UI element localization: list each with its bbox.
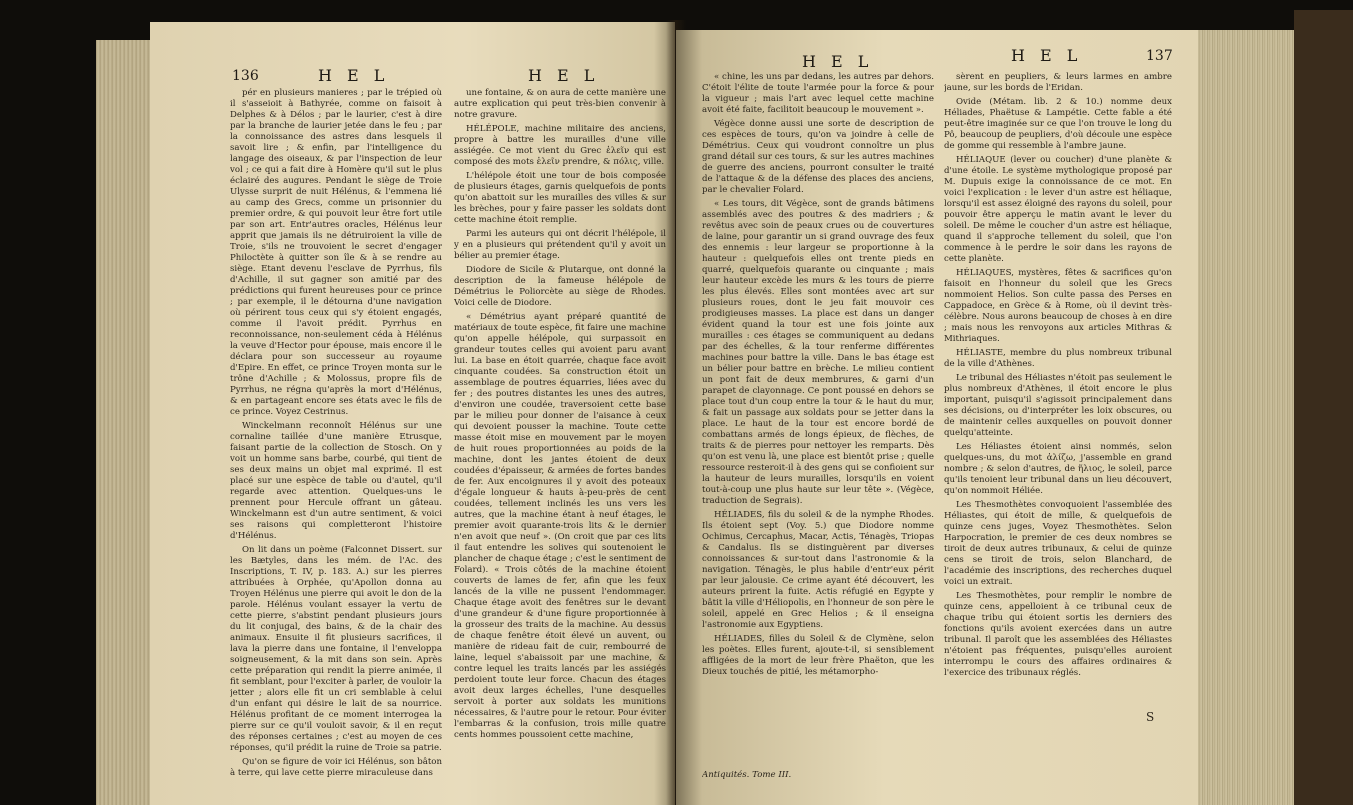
text-column-left-2	[454, 88, 666, 800]
page-number-right: 137	[1146, 48, 1173, 64]
paragraph: Végèce donne aussi une sorte de description de ces espèces de tours, qu'on va joindre à celle de Démétrius. Ceux qui voudront connoître un plus grand détail sur ces tours, & sur les autres machines de guerre des anciens, pourront consulter le traité de l'attaque & de la défense des places des anciens, par le chevalier Folard.	[702, 119, 934, 195]
text-column-left-1	[230, 88, 442, 800]
paragraph: HÉLÉPOLE, machine militaire des anciens, propre à battre les murailles d'une ville assiégée. Ce mot vient du Grec ἑλεῖν qui est composé des mots ἑλεῖν prendre, & πόλις, ville.	[454, 124, 666, 167]
paragraph: sèrent en peupliers, & leurs larmes en ambre jaune, sur les bords de l'Eridan.	[944, 72, 1172, 93]
paragraph: Le tribunal des Héliastes n'étoit pas seulement le plus nombreux d'Athènes, il étoit encore le plus important, puisqu'il s'agissoit principalement dans ses décisions, ou d'interpréter les loix obscures, ou de maintenir celles auxquelles on pouvoit donner quelqu'atteinte.	[944, 373, 1172, 438]
right-page	[676, 30, 1198, 805]
left-page-edges	[96, 40, 150, 805]
text-column-right-1	[702, 72, 934, 752]
paragraph: Qu'on se figure de voir ici Hélénus, son bâton à terre, qui lave cette pierre miraculeuse dans	[230, 757, 442, 778]
running-head: H E L	[318, 66, 390, 85]
paragraph: Diodore de Sicile & Plutarque, ont donné la description de la fameuse hélépole de Démétrius le Poliorcète au siège de Rhodes. Voici celle de Diodore.	[454, 265, 666, 308]
paragraph: HÉLIADES, fils du soleil & de la nymphe Rhodes. Ils étoient sept (Voy. 5.) que Diodore nomme Ochimus, Cercaphus, Macar, Actis, Ténagès, Triopas & Candalus. Ils se distinguèrent par diverses connoissances & sur-tout dans l'astronomie & la navigation. Ténagès, le plus habile d'entr'eux périt par leur jalousie. Ce crime ayant été découvert, les auteurs prirent la fuite. Actis réfugié en Egypte y bâtit la ville d'Héliopolis, en l'honneur de son père le soleil, appelé en Grec Helios ; & il enseigna l'astronomie aux Egyptiens.	[702, 510, 934, 630]
paragraph: HÉLIASTE, membre du plus nombreux tribunal de la ville d'Athènes.	[944, 348, 1172, 369]
paragraph: L'hélépole étoit une tour de bois composée de plusieurs étages, garnis quelquefois de ponts qu'on abattoit sur les murailles des villes & sur les brèches, pour y faire passer les soldats dont cette machine étoit remplie.	[454, 171, 666, 225]
paragraph: HÉLIADES, filles du Soleil & de Clymène, selon les poètes. Elles furent, ajoute-t-il, si sensiblement affligées de la mort de leur frère Phaëton, que les Dieux touchés de pitié, les métamorpho-	[702, 634, 934, 677]
paragraph: HÉLIAQUES, mystères, fêtes & sacrifices qu'on faisoit en l'honneur du soleil que les Grecs nommoient Helios. Son culte passa des Perses en Cappadoce, en Grèce & à Rome, où il devint très-célèbre. Nous aurons beaucoup de choses à en dire ; mais nous les renvoyons aux articles Mithras & Mithriaques.	[944, 268, 1172, 344]
paragraph: pér en plusieurs manieres ; par le trépied où il s'asseioit à Bathyrée, comme on faisoit à Delphes & à Délos ; par le laurier, c'est à dire par la branche de laurier jetée dans le feu ; par la connoissance des astres dans lesquels il savoit lire ; & enfin, par l'intelligence du langage des oiseaux, & par l'inspection de leur vol ; ce qui a fait dire à Homère qu'il sut le plus éclairé des augures. Pendant le siège de Troie Ulysse surprit de nuit Hélénus, & l'emmena lié au camp des Grecs, comme un prisonnier du premier ordre, & qui pouvoit leur être fort utile par son art. Entr'autres oracles, Hélénus leur apprit que jamais ils ne détruiroient la ville de Troie, s'ils ne trouvoient le secret d'engager Philoctète à quitter son île & à se rendre au siège. Etant devenu l'esclave de Pyrrhus, fils d'Achille, il sut gagner son amitié par des prédictions qui furent heureuses pour ce prince ; par exemple, il le détourna d'une navigation où périrent tous ceux qui s'y étoient engagés, comme il l'avoit prédit. Pyrrhus en reconnoissance, non-seulement céda à Hélénus la veuve d'Hector pour épouse, mais encore il le déclara pour son successeur au royaume d'Epire. En effet, ce prince Troyen monta sur le trône d'Achille ; & Molossus, propre fils de Pyrrhus, ne régna qu'après la mort d'Hélénus, & en partageant encore ses états avec le fils de ce prince. Voyez Cestrinus.	[230, 88, 442, 417]
paragraph: HÉLIAQUE (lever ou coucher) d'une planète & d'une étoile. Le système mythologique proposé par M. Dupuis exige la connoissance de ce mot. En voici l'explication : le lever d'un astre est héliaque, lorsqu'il est assez éloigné des rayons du soleil, pour pouvoir être apperçu le matin avant le lever du soleil. De même le coucher d'un astre est héliaque, quand il s'approche tellement du soleil, que l'on commence à le perdre le soir dans les rayons de cette planète.	[944, 155, 1172, 264]
signature-mark: S	[1146, 710, 1155, 724]
paragraph: Parmi les auteurs qui ont décrit l'hélépole, il y en a plusieurs qui prétendent qu'il y avoit un bélier au premier étage.	[454, 229, 666, 261]
paragraph: Les Héliastes étoient ainsi nommés, selon quelques-uns, du mot ἁλίζω, j'assemble en grand nombre ; & selon d'autres, de ἥλιος, le soleil, parce qu'ils tenoient leur tribunal dans un lieu découvert, qu'on nommoit Héliée.	[944, 442, 1172, 496]
left-page	[150, 22, 675, 805]
right-page-edges	[1198, 30, 1294, 805]
page-number-left: 136	[232, 68, 259, 84]
paragraph: « chine, les uns par dedans, les autres par dehors. C'étoit l'élite de toute l'armée pour la force & pour la vigueur ; mais l'art avec lequel cette machine avoit été faite, facilitoit beaucoup le mouvement ».	[702, 72, 934, 115]
paragraph: « Démétrius ayant préparé quantité de matériaux de toute espèce, fit faire une machine qu'on appelle hélépole, qui surpassoit en grandeur toutes celles qui avoient paru avant lui. La base en étoit quarrée, chaque face avoit cinquante coudées. Sa construction étoit un assemblage de poutres équarries, liées avec du fer ; des poutres distantes les unes des autres, d'environ une coudée, traversoient cette base par le milieu pour donner de l'aisance à ceux qui devoient pousser la machine. Toute cette masse étoit mise en mouvement par le moyen de huit roues proportionnées au poids de la machine, dont les jantes étoient de deux coudées d'épaisseur, & armées de fortes bandes de fer. Aux encoignures il y avoit des poteaux d'égale longueur & hauts à-peu-près de cent coudées, tellement inclinés les uns vers les autres, que la machine étant à neuf étages, le premier avoit quarante-trois lits & le dernier n'en avoit que neuf ». (On croit que par ces lits il faut entendre les solives qui soutenoient le plancher de chaque étage ; c'est le sentiment de Folard). « Trois côtés de la machine étoient couverts de lames de fer, afin que les feux lancés de la ville ne pussent l'endommager. Chaque étage avoit des fenêtres sur le devant d'une grandeur & d'une figure proportionnée à la grosseur des traits de la machine. Au dessus de chaque fenêtre étoit élevé un auvent, ou manière de rideau fait de cuir, rembourré de laine, lequel s'abaissoit par une machine, & contre lequel les traits lancés par les assiégés perdoient toute leur force. Chacun des étages avoit deux larges échelles, l'une desquelles servoit à porter aux soldats les munitions nécessaires, & l'autre pour le retour. Pour éviter l'embarras & la confusion, trois mille quatre cents hommes poussoient cette machine,	[454, 312, 666, 740]
running-head: H E L	[528, 66, 600, 85]
volume-footer: Antiquités. Tome III.	[702, 770, 792, 780]
paragraph: Ovide (Métam. lib. 2 & 10.) nomme deux Héliades, Phaëtuse & Lampétie. Cette fable a été peut-être imaginée sur ce que l'on trouve le long du Pô, beaucoup de peupliers, d'où découle une espèce de gomme qui ressemble à l'ambre jaune.	[944, 97, 1172, 151]
text-column-right-2	[944, 72, 1172, 712]
running-head: H E L	[802, 52, 874, 71]
running-head: H E L	[1011, 46, 1083, 65]
paragraph: Les Thesmothètes convoquoient l'assemblée des Héliastes, qui étoit de mille, & quelquefois de quinze cens juges, Voyez Thesmothètes. Selon Harpocration, le premier de ces deux nombres se tiroit de deux autres tribunaux, & celui de quinze cens se tiroit de trois, selon Blanchard, de l'académie des inscriptions, des recherches duquel voici un extrait.	[944, 500, 1172, 587]
book-cover	[1294, 10, 1353, 805]
paragraph: « Les tours, dit Végèce, sont de grands bâtimens assemblés avec des poutres & des madriers ; & revêtus avec soin de peaux crues ou de couvertures de laine, pour garantir un si grand ouvrage des feux des ennemis : leur largeur se proportionne à la hauteur : quelquefois elles ont trente pieds en quarré, quelquefois quarante ou cinquante ; mais leur hauteur excède les murs & les tours de pierre les plus élevés. Elles sont montées avec art sur plusieurs roues, dont le jeu fait mouvoir ces prodigieuses masses. La place est dans un danger évident quand la tour est une fois jointe aux murailles : ces étages se communiquent au dedans par des échelles, & la tour renferme différentes machines pour battre la ville. Dans le bas étage est un bélier pour battre en brèche. Le milieu contient un pont fait de deux membrures, & garni d'un parapet de clayonnage. Ce pont poussé en dehors se place tout d'un coup entre la tour & le haut du mur, & fait un passage aux soldats pour se jetter dans la place. Le haut de la tour est encore bordé de combattans armés de longs épieux, de flèches, de traits & de pierres pour nettoyer les remparts. Dès qu'on est venu là, une place est bientôt prise ; quelle ressource resteroit-il à des gens qui se confioient sur la hauteur de leurs murailles, lorsqu'ils en voient tout-à-coup une plus haute sur leur tête ». (Végèce, traduction de Segrais).	[702, 199, 934, 506]
paragraph: Winckelmann reconnoît Hélénus sur une cornaline taillée d'une manière Etrusque, faisant partie de la collection de Stosch. On y voit un homme sans barbe, courbé, qui tient de ses deux mains un objet mal exprimé. Il est placé sur une espèce de table ou d'autel, qu'il regarde avec attention. Quelques-uns le prennent pour Hercule offrant un gâteau. Winckelmann est d'un autre sentiment, & voici ses raisons qui completteront l'histoire d'Hélénus.	[230, 421, 442, 541]
paragraph: On lit dans un poème (Falconnet Dissert. sur les Bætyles, dans les mém. de l'Ac. des Inscriptions, T. IV, p. 183. A.) sur les pierres attribuées à Orphée, qu'Apollon donna au Troyen Hélénus une pierre qui avoit le don de la parole. Hélénus voulant essayer la vertu de cette pierre, s'abstint pendant plusieurs jours du lit conjugal, des bains, & de la chair des animaux. Ensuite il fit plusieurs sacrifices, il lava la pierre dans une fontaine, il l'enveloppa soigneusement, & la mit dans son sein. Après cette préparation qui rendit la pierre animée, il fit semblant, pour l'exciter à parler, de vouloir la jetter ; alors elle fit un cri semblable à celui d'un enfant qui désire le lait de sa nourrice. Hélénus profitant de ce moment interrogea la pierre sur ce qu'il vouloit savoir, & il en reçut des réponses certaines ; c'est au moyen de ces réponses, qu'il prédit la ruine de Troie sa patrie.	[230, 545, 442, 753]
paragraph: Les Thesmothètes, pour remplir le nombre de quinze cens, appelloient à ce tribunal ceux de chaque tribu qui étoient sortis les derniers des fonctions qu'ils avoient exercées dans un autre tribunal. Il paroît que les assemblées des Héliastes n'étoient pas fréquentes, puisqu'elles auroient interrompu le cours des affaires ordinaires & l'exercice des tribunaux réglés.	[944, 591, 1172, 678]
paragraph: une fontaine, & on aura de cette manière une autre explication qui peut très-bien convenir à notre gravure.	[454, 88, 666, 120]
